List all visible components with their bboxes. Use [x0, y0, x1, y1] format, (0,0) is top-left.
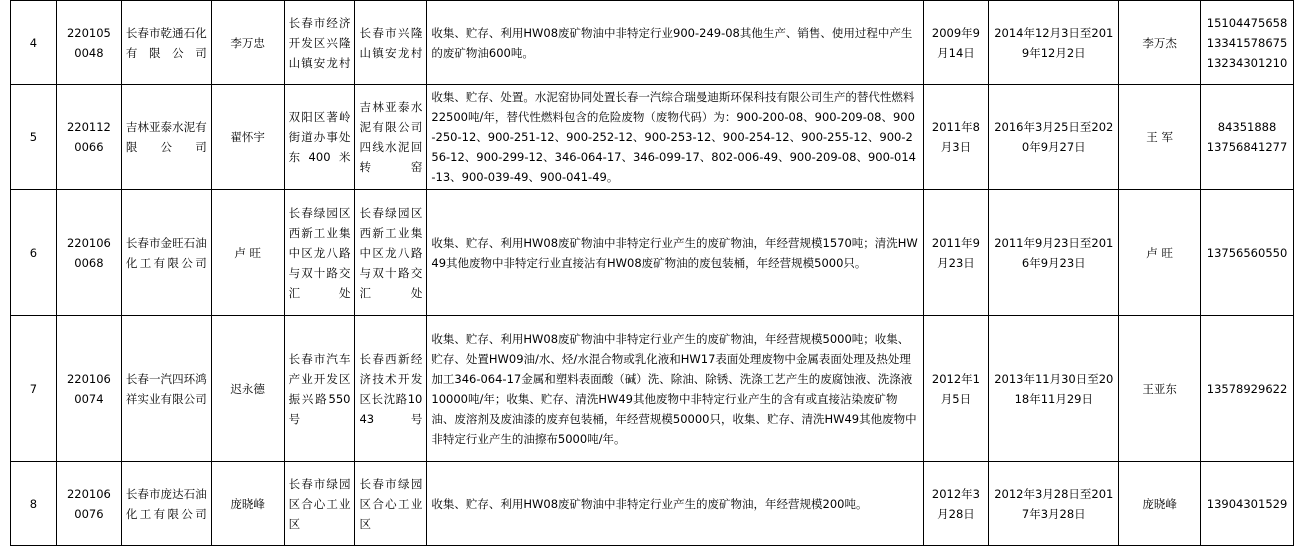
- business-scope: 收集、贮存、利用HW08废矿物油中非特定行业900-249-08其他生产、销售、使用过程中产生的废矿物油600吨。: [427, 1, 923, 85]
- legal-person: 迟永德: [211, 316, 284, 462]
- validity-period: 2016年3月25日至2020年9月27日: [989, 85, 1119, 190]
- legal-person: 翟怀宇: [211, 85, 284, 190]
- validity-period: 2014年12月3日至2019年12月2日: [989, 1, 1119, 85]
- legal-person: 庞晓峰: [211, 462, 284, 546]
- validity-period: 2013年11月30日至2018年11月29日: [989, 316, 1119, 462]
- contact-person: 王 军: [1119, 85, 1201, 190]
- table-row: [11, 190, 1294, 316]
- contact-person: 王亚东: [1119, 316, 1201, 462]
- registered-address: 双阳区著岭街道办事处东400米: [284, 85, 355, 190]
- contact-phone: 15104475658 13341578675 13234301210: [1201, 1, 1294, 85]
- site-address: 长春绿园区西新工业集中区龙八路与双十路交汇处: [355, 190, 427, 316]
- registered-address: 长春市绿园区合心工业区: [284, 462, 355, 546]
- contact-person: 卢 旺: [1119, 190, 1201, 316]
- site-address: 长春市兴隆山镇安龙村: [355, 1, 427, 85]
- table-row: [11, 1, 1294, 85]
- permit-id: 220106 0074: [56, 316, 121, 462]
- company-name: 长春市乾通石化有限公司: [121, 1, 211, 85]
- business-scope: 收集、贮存、利用HW08废矿物油中非特定行业产生的废矿物油，年经营规模5000吨；收集、贮存、处置HW09油/水、烃/水混合物或乳化液和HW17表面处理废物中金属表面处理及热处理加工346-064-17金属和塑料表面酸（碱）洗、除油、除锈、洗涤工艺产生的废腐蚀液、洗涤液10000吨/年；收集、贮存、清洗HW49其他废物中非特定行业产生的含有或直接沾染废矿物油、废溶剂及废油漆的废弃包装桶，年经营规模50000只，收集、贮存、清洗HW49其他废物中非特定行业产生的油擦布5000吨/年。: [427, 316, 923, 462]
- validity-period: 2012年3月28日至2017年3月28日: [989, 462, 1119, 546]
- permit-table-sheet: [10, 0, 1294, 546]
- table-row: [11, 85, 1294, 190]
- issue-date: 2009年9月14日: [923, 1, 989, 85]
- legal-person: 李万忠: [211, 1, 284, 85]
- business-scope: 收集、贮存、处置。水泥窑协同处置长春一汽综合瑞曼迪斯环保科技有限公司生产的替代性燃料22500吨/年，替代性燃料包含的危险废物（废物代码）为：900-200-08、900-209-08、900-250-12、900-251-12、900-252-12、900-253-12、900-254-12、900-255-12、900-256-12、900-299-12、346-064-17、346-099-17、802-006-49、900-209-08、900-014-13、900-039-49、900-041-49。: [427, 85, 923, 190]
- table-row: [11, 316, 1294, 462]
- business-scope: 收集、贮存、利用HW08废矿物油中非特定行业产生的废矿物油，年经营规模200吨。: [427, 462, 923, 546]
- row-number: 6: [11, 190, 57, 316]
- row-number: 5: [11, 85, 57, 190]
- company-name: 长春市金旺石油化工有限公司: [121, 190, 211, 316]
- permit-table: [10, 0, 1294, 546]
- issue-date: 2011年8月3日: [923, 85, 989, 190]
- issue-date: 2012年3月28日: [923, 462, 989, 546]
- contact-phone: 13756560550: [1201, 190, 1294, 316]
- site-address: 长春西新经济技术开发区长沈路1043号: [355, 316, 427, 462]
- permit-id: 220112 0066: [56, 85, 121, 190]
- validity-period: 2011年9月23日至2016年9月23日: [989, 190, 1119, 316]
- row-number: 4: [11, 1, 57, 85]
- site-address: 吉林亚泰水泥有限公司四线水泥回转窑: [355, 85, 427, 190]
- registered-address: 长春市汽车产业开发区振兴路550号: [284, 316, 355, 462]
- permit-id: 220106 0068: [56, 190, 121, 316]
- contact-phone: 13578929622: [1201, 316, 1294, 462]
- registered-address: 长春市经济开发区兴隆山镇安龙村: [284, 1, 355, 85]
- permit-id: 220106 0076: [56, 462, 121, 546]
- registered-address: 长春绿园区西新工业集中区龙八路与双十路交汇处: [284, 190, 355, 316]
- row-number: 8: [11, 462, 57, 546]
- contact-person: 李万杰: [1119, 1, 1201, 85]
- legal-person: 卢 旺: [211, 190, 284, 316]
- business-scope: 收集、贮存、利用HW08废矿物油中非特定行业产生的废矿物油，年经营规模1570吨；清洗HW49其他废物中非特定行业直接沾有HW08废矿物油的废包装桶，年经营规模5000只。: [427, 190, 923, 316]
- company-name: 长春一汽四环鸿祥实业有限公司: [121, 316, 211, 462]
- site-address: 长春市绿园区合心工业区: [355, 462, 427, 546]
- row-number: 7: [11, 316, 57, 462]
- table-row: [11, 462, 1294, 546]
- issue-date: 2011年9月23日: [923, 190, 989, 316]
- company-name: 长春市庞达石油化工有限公司: [121, 462, 211, 546]
- contact-phone: 13904301529: [1201, 462, 1294, 546]
- company-name: 吉林亚泰水泥有限公司: [121, 85, 211, 190]
- contact-phone: 84351888 13756841277: [1201, 85, 1294, 190]
- contact-person: 庞晓峰: [1119, 462, 1201, 546]
- issue-date: 2012年1月5日: [923, 316, 989, 462]
- permit-id: 220105 0048: [56, 1, 121, 85]
